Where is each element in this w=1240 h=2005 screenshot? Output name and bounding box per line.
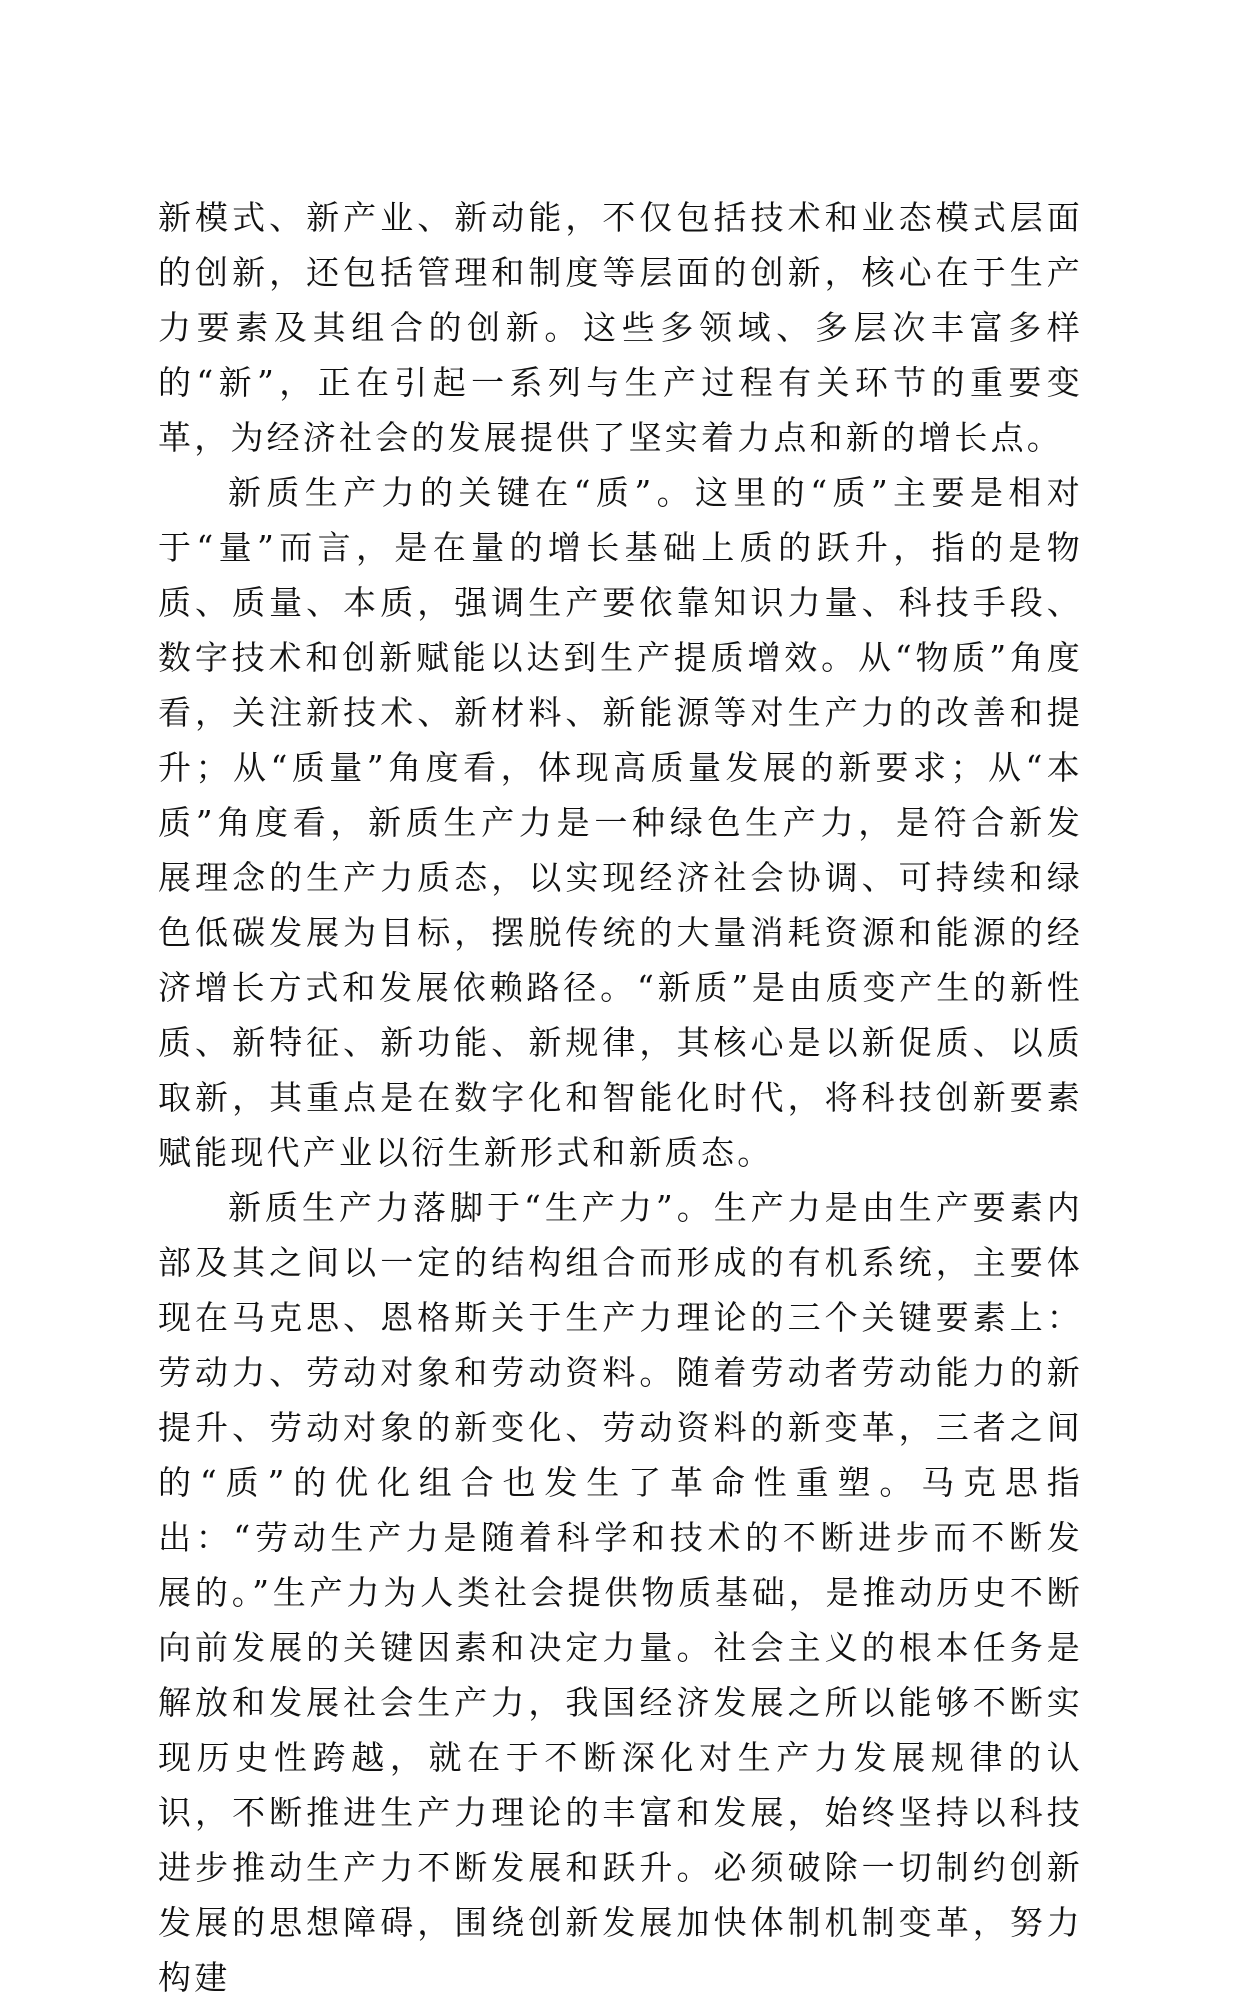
- document-body: [158, 190, 1083, 2005]
- paragraph-productivity: 新质生产力落脚于“生产力”。生产力是由生产要素内部及其之间以一定的结构组合而形成的有机系统，主要体现在马克思、恩格斯关于生产力理论的三个关键要素上：劳动力、劳动对象和劳动资料。随着劳动者劳动能力的新提升、劳动对象的新变化、劳动资料的新变革，三者之间的“质”的优化组合也发生了革命性重塑。马克思指出：“劳动生产力是随着科学和技术的不断进步而不断发展的。”生产力为人类社会提供物质基础，是推动历史不断向前发展的关键因素和决定力量。社会主义的根本任务是解放和发展社会生产力，我国经济发展之所以能够不断实现历史性跨越，就在于不断深化对生产力发展规律的认识，不断推进生产力理论的丰富和发展，始终坚持以科技进步推动生产力不断发展和跃升。必须破除一切制约创新发展的思想障碍，围绕创新发展加快体制机制变革，努力构建: [158, 1188, 1083, 1997]
- paragraph-quality: 新质生产力的关键在“质”。这里的“质”主要是相对于“量”而言，是在量的增长基础上质的跃升，指的是物质、质量、本质，强调生产要依靠知识力量、科技手段、数字技术和创新赋能以达到生产提质增效。从“物质”角度看，关注新技术、新材料、新能源等对生产力的改善和提升；从“质量”角度看，体现高质量发展的新要求；从“本质”角度看，新质生产力是一种绿色生产力，是符合新发展理念的生产力质态，以实现经济社会协调、可持续和绿色低碳发展为目标，摆脱传统的大量消耗资源和能源的经济增长方式和发展依赖路径。“新质”是由质变产生的新性质、新特征、新功能、新规律，其核心是以新促质、以质取新，其重点是在数字化和智能化时代，将科技创新要素赋能现代产业以衍生新形式和新质态。: [158, 473, 1083, 1172]
- paragraph-continuation: 新模式、新产业、新动能，不仅包括技术和业态模式层面的创新，还包括管理和制度等层面的创新，核心在于生产力要素及其组合的创新。这些多领域、多层次丰富多样的“新”，正在引起一系列与生产过程有关环节的重要变革，为经济社会的发展提供了坚实着力点和新的增长点。: [158, 198, 1083, 457]
